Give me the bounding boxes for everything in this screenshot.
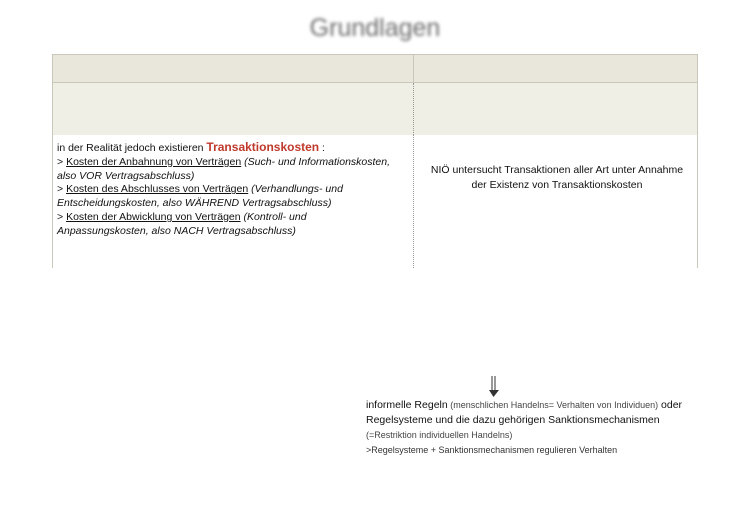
informal-small-2: (=Restriktion individuellen Handelns) xyxy=(366,430,513,440)
intro-highlight: Transaktionskosten xyxy=(206,140,320,154)
informal-bold-2: oder Regelsysteme und die dazu gehörigen Sanktionsmechanismen xyxy=(366,399,683,426)
page-title: Grundlagen xyxy=(309,14,441,42)
informal-bold-1: informelle Regeln xyxy=(366,399,448,411)
item-detail: (Verhandlungs- und Entscheidungskosten, also WÄHREND Vertragsabschluss) xyxy=(57,183,343,210)
cell-left xyxy=(53,135,414,268)
intro-end: : xyxy=(319,142,325,154)
cell-left-content xyxy=(57,141,397,239)
item-detail: (Kontroll- und Anpassungskosten, also NACH Vertragsabschluss) xyxy=(57,210,307,237)
item-title: Kosten der Anbahnung von Verträgen xyxy=(66,155,242,168)
arrow-down-icon xyxy=(488,376,500,398)
cell-right-text: NIÖ untersucht Transaktionen aller Art unter Annahme der Existenz von Transaktionskosten xyxy=(430,164,684,191)
item-title: Kosten des Abschlusses von Verträgen xyxy=(66,183,249,196)
informal-summary: >Regelsysteme + Sanktionsmechanismen regulieren Verhalten xyxy=(366,445,618,455)
item-prefix: > xyxy=(57,210,67,223)
item-prefix: > xyxy=(57,183,67,196)
intro-text: in der Realität jedoch existieren xyxy=(57,142,207,154)
item-title: Kosten der Abwicklung von Verträgen xyxy=(66,210,241,223)
item-prefix: > xyxy=(57,155,67,168)
informal-rules-note xyxy=(366,398,696,458)
informal-small-1: (menschlichen Handelns= Verhalten von Individuen) xyxy=(447,400,659,410)
header-right xyxy=(414,55,697,83)
header-left xyxy=(53,55,414,83)
cell-right xyxy=(414,135,697,268)
comparison-table xyxy=(52,54,698,268)
item-detail: (Such- und Informationskosten, also VOR Vertragsabschluss) xyxy=(57,155,391,182)
